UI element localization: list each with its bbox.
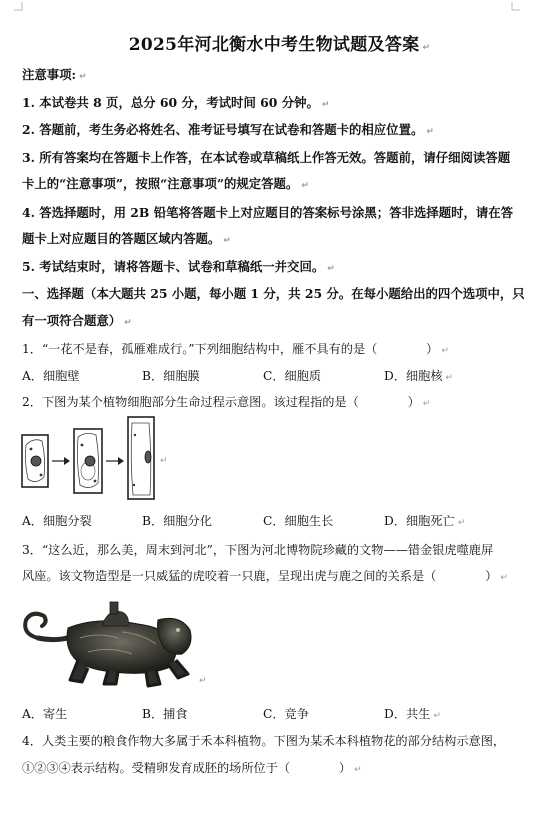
q3-option-d: D．共生 ↵ <box>384 707 441 721</box>
note-line-3: 3. 所有答案均在答题卡上作答，在本试卷或草稿纸上作答无效。答题前，请仔细阅读答题 <box>22 150 511 165</box>
q1-option-a: A．细胞壁 <box>22 369 80 383</box>
tiger-deer-bronze-artifact <box>18 598 198 688</box>
document-title: 2025年河北衡水中考生物试题及答案 ↵ <box>128 35 431 55</box>
note-line-4: 4. 答选择题时，用 2B 铅笔将答题卡上对应题目的答案标号涂黑；答非选择题时，请在答 <box>22 205 514 220</box>
q1-option-c: C．细胞质 <box>263 369 322 383</box>
q2-option-a: A．细胞分裂 <box>22 514 92 528</box>
paragraph-mark: ↵ <box>422 43 431 53</box>
note-line-3-cont: 卡上的“注意事项”，按照“注意事项”的规定答题。 ↵ <box>22 176 309 191</box>
question-2-stem: 2．下图为某个植物细胞部分生命过程示意图。该过程指的是（ ） ↵ <box>22 395 431 409</box>
note-line-2: 2. 答题前，考生务必将姓名、准考证号填写在试卷和答题卡的相应位置。 ↵ <box>22 122 434 137</box>
page-corner-top-right <box>510 2 520 12</box>
q2-option-d: D．细胞死亡 ↵ <box>384 514 466 528</box>
q3-option-c: C．竞争 <box>263 707 309 721</box>
nucleus-1 <box>31 456 41 466</box>
paragraph-mark: ↵ <box>199 676 207 686</box>
notes-heading: 注意事项: ↵ <box>22 67 87 82</box>
q1-option-b: B．细胞膜 <box>142 369 200 383</box>
note-line-4-cont: 题卡上对应题目的答题区域内答题。 ↵ <box>22 231 231 246</box>
q1-option-d: D．细胞核 ↵ <box>384 369 454 383</box>
question-1-stem: 1．“一花不是春，孤雁难成行。”下列细胞结构中，雁不具有的是（ ） ↵ <box>22 342 449 356</box>
question-3-stem-cont: 风座。该文物造型是一只威猛的虎咬着一只鹿，呈现出虎与鹿之间的关系是（ ） ↵ <box>22 569 508 583</box>
question-3-stem: 3．“这么近，那么美，周末到河北”，下图为河北博物院珍藏的文物——错金银虎噬鹿屏 <box>22 543 494 557</box>
note-line-1: 1. 本试卷共 8 页，总分 60 分，考试时间 60 分钟。 ↵ <box>22 95 330 110</box>
section-heading: 一、选择题（本大题共 25 小题，每小题 1 分，共 25 分。在每小题给出的四个选项中，只 <box>22 286 525 301</box>
q3-option-a: A．寄生 <box>22 707 68 721</box>
q2-option-c: C．细胞生长 <box>263 514 334 528</box>
q2-option-b: B．细胞分化 <box>142 514 212 528</box>
q3-option-b: B．捕食 <box>142 707 188 721</box>
svg-text:↵: ↵ <box>160 456 168 466</box>
tiger-tail <box>25 614 45 638</box>
section-heading-cont: 有一项符合题意） ↵ <box>22 313 132 328</box>
question-4-stem: 4．人类主要的粮食作物大多属于禾本科植物。下图为某禾本科植物花的部分结构示意图， <box>22 734 506 748</box>
nucleus-3 <box>145 451 151 463</box>
page-corner-top-left <box>14 2 24 12</box>
question-4-stem-cont: ①②③④表示结构。受精卵发育成胚的场所位于（ ） ↵ <box>22 761 362 775</box>
nucleus-2 <box>85 456 95 466</box>
cell-process-diagram <box>20 415 190 503</box>
note-line-5: 5. 考试结束时，请将答题卡、试卷和草稿纸一并交回。 ↵ <box>22 259 335 274</box>
